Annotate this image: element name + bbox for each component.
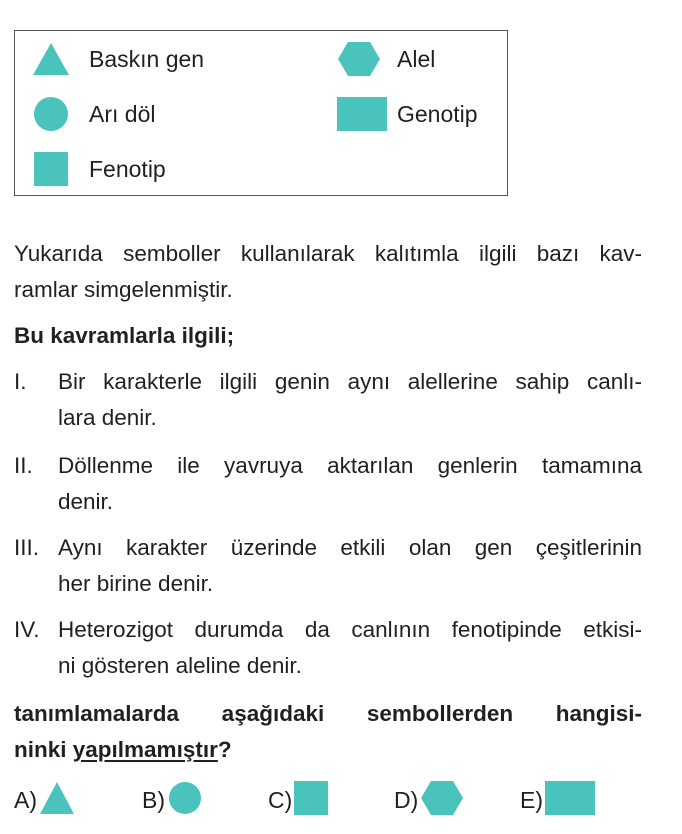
option-letter: A)	[14, 786, 37, 813]
question-line-2-prefix: ninki	[14, 737, 73, 762]
statement-text-line-2: her birine denir.	[58, 571, 214, 596]
statement-number: II.	[14, 453, 33, 478]
statement-text-line-1: Bir karakterle ilgili genin aynı alellerine sahip canlı-	[58, 369, 642, 394]
option-letter: E)	[520, 786, 543, 813]
answer-options	[14, 778, 634, 822]
statement-4	[14, 612, 642, 684]
statement-text-line-2: lara denir.	[58, 405, 157, 430]
option-b[interactable]	[142, 778, 203, 822]
statement-text-line-2: denir.	[58, 489, 114, 514]
statement-text-line-1: Döllenme ile yavruya aktarılan genlerin tamamına	[58, 453, 642, 478]
legend-item-ari-dol	[25, 94, 155, 134]
statement-2	[14, 448, 642, 520]
square-icon	[25, 149, 77, 189]
option-letter: C)	[268, 786, 293, 813]
statement-text-line-1: Aynı karakter üzerinde etkili olan gen çeşitlerinin	[58, 535, 642, 560]
option-letter: B)	[142, 786, 165, 813]
legend-label: Baskın gen	[89, 45, 205, 72]
option-e[interactable]	[520, 778, 595, 822]
legend-item-alel	[333, 39, 435, 79]
legend-item-baskin-gen	[25, 39, 204, 79]
rectangle-icon	[333, 94, 391, 134]
option-d[interactable]	[394, 778, 464, 822]
legend-label: Arı döl	[89, 100, 156, 127]
legend-label: Fenotip	[89, 155, 166, 182]
intro-line-2: ramlar simgelenmiştir.	[14, 277, 233, 302]
option-letter: D)	[394, 786, 419, 813]
legend-label: Genotip	[397, 100, 478, 127]
rectangle-icon	[545, 781, 595, 820]
question-stem	[14, 696, 642, 768]
legend-label: Alel	[397, 45, 436, 72]
statement-number: IV.	[14, 617, 40, 642]
question-negation: yapılmamıştır	[72, 737, 218, 762]
question-mark: ?	[217, 737, 232, 762]
circle-icon	[167, 780, 203, 821]
option-c[interactable]	[268, 778, 328, 822]
statement-3	[14, 530, 642, 602]
square-icon	[294, 781, 328, 820]
statement-1	[14, 364, 642, 436]
statement-number: I.	[14, 369, 27, 394]
statement-text-line-2: ni gösteren aleline denir.	[58, 653, 302, 678]
legend-item-genotip	[333, 94, 478, 134]
intro-paragraph	[14, 236, 642, 308]
triangle-icon	[39, 781, 75, 820]
question-lead: Bu kavramlarla ilgili;	[14, 323, 235, 348]
hexagon-icon	[333, 39, 385, 79]
hexagon-icon	[420, 780, 464, 821]
question-line-1: tanımlamalarda aşağıdaki sembollerden hangisi-	[14, 701, 642, 726]
circle-icon	[25, 94, 77, 134]
symbol-legend	[14, 30, 508, 196]
statement-number: III.	[14, 535, 40, 560]
statement-text-line-1: Heterozigot durumda da canlının fenotipinde etkisi-	[58, 617, 642, 642]
option-a[interactable]	[14, 778, 75, 822]
legend-item-fenotip	[25, 149, 166, 189]
triangle-icon	[25, 39, 77, 79]
intro-line-1: Yukarıda semboller kullanılarak kalıtımla ilgili bazı kav-	[14, 241, 642, 266]
